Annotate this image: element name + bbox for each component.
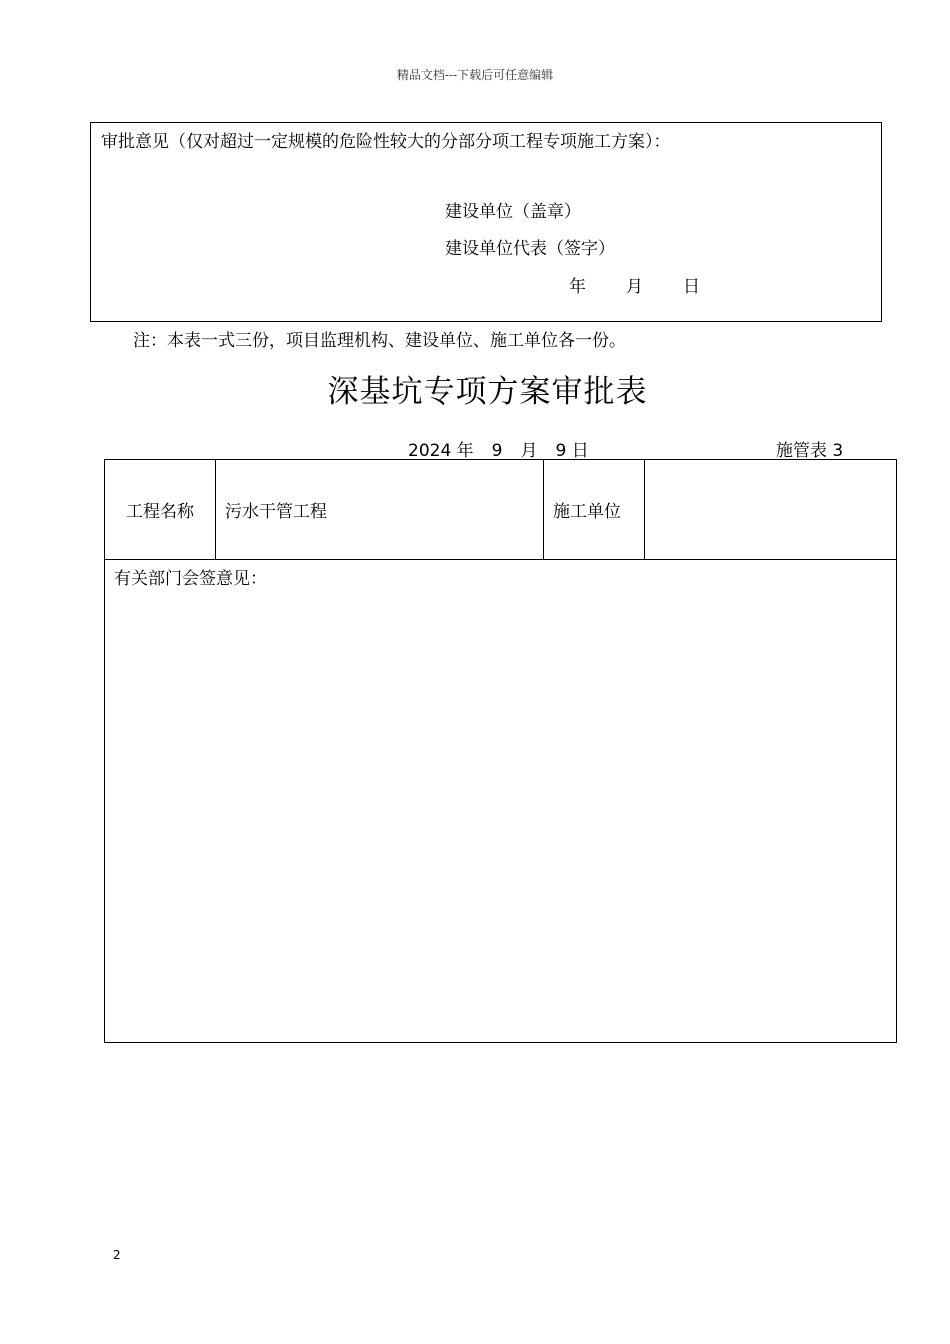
date-month-label: 月 — [626, 277, 643, 297]
form-date-day-unit: 日 — [571, 441, 589, 461]
contractor-value[interactable] — [645, 460, 897, 560]
approval-date-line — [569, 272, 700, 297]
countersign-label: 有关部门会签意见： — [114, 569, 267, 589]
form-date — [408, 436, 589, 461]
form-date-year: 2024 — [408, 441, 452, 461]
form-date-year-unit: 年 — [456, 441, 474, 461]
form-date-month-unit: 月 — [520, 441, 538, 461]
footnote: 注：本表一式三份，项目监理机构、建设单位、施工单位各一份。 — [133, 331, 626, 351]
countersign-row — [105, 560, 897, 1043]
page-header: 精品文档---下载后可任意编辑 — [396, 68, 554, 82]
form-date-day: 9 — [555, 441, 567, 461]
approval-opinion-label: 审批意见（仅对超过一定规模的危险性较大的分部分项工程专项施工方案）： — [101, 132, 671, 152]
contractor-label: 施工单位 — [544, 460, 645, 560]
date-year-label: 年 — [569, 277, 586, 297]
form-code: 施管表 3 — [776, 441, 844, 461]
form-date-month: 9 — [491, 441, 503, 461]
builder-seal-label: 建设单位（盖章） — [445, 202, 581, 222]
date-day-label: 日 — [683, 277, 700, 297]
project-name-value[interactable]: 污水干管工程 — [216, 460, 544, 560]
countersign-cell[interactable] — [105, 560, 897, 1043]
form-title: 深基坑专项方案审批表 — [327, 374, 648, 410]
page-number: 2 — [113, 1248, 121, 1262]
approval-form-table — [104, 459, 897, 1043]
project-info-row — [105, 460, 897, 560]
builder-representative-label: 建设单位代表（签字） — [445, 239, 615, 259]
approval-opinion-box — [90, 122, 882, 322]
project-name-label: 工程名称 — [105, 460, 216, 560]
